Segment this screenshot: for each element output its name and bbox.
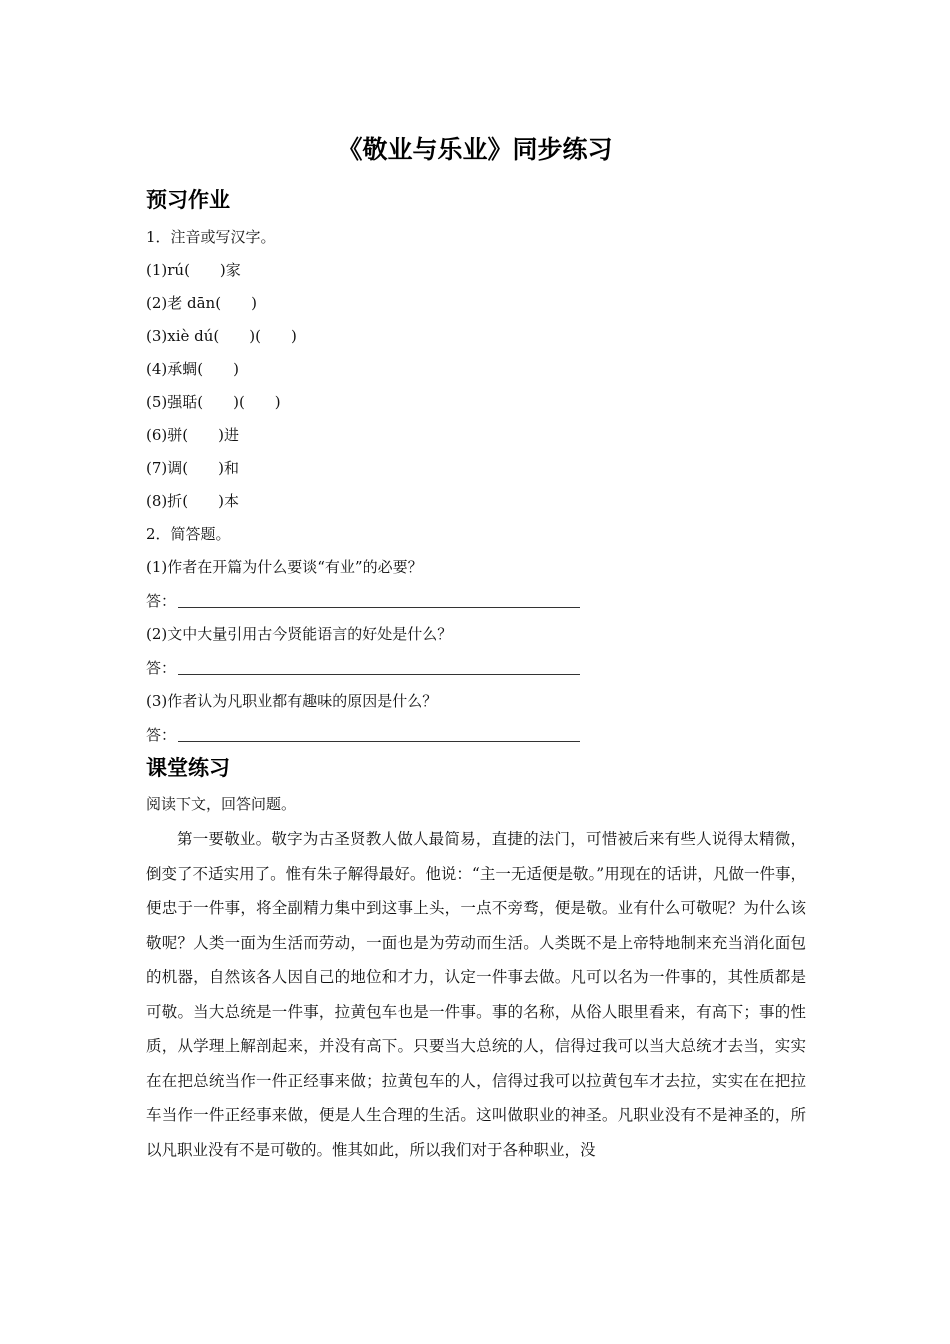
q2-question-2: (2)文中大量引用古今贤能语言的好处是什么？ bbox=[146, 625, 453, 643]
q1-item-4: (4)承蜩( ) bbox=[146, 360, 239, 378]
q2-answer-label-3: 答： bbox=[146, 726, 177, 744]
q2-answer-label-1: 答： bbox=[146, 592, 177, 610]
q2-answer-field-1[interactable] bbox=[178, 607, 580, 608]
question-1-intro: 1．注音或写汉字。 bbox=[146, 228, 276, 246]
q1-item-5: (5)强聒( )( ) bbox=[146, 393, 281, 411]
q1-item-2: (2)老 dān( ) bbox=[146, 294, 257, 312]
q2-question-3: (3)作者认为凡职业都有趣味的原因是什么？ bbox=[146, 692, 438, 710]
q1-item-8: (8)折( )本 bbox=[146, 492, 239, 510]
q1-item-6: (6)骈( )进 bbox=[146, 426, 239, 444]
q1-item-1: (1)rú( )家 bbox=[146, 261, 241, 279]
q1-item-7: (7)调( )和 bbox=[146, 459, 239, 477]
document-title: 《敬业与乐业》同步练习 bbox=[337, 135, 613, 164]
q2-question-1: (1)作者在开篇为什么要谈“有业”的必要？ bbox=[146, 558, 423, 576]
q2-answer-field-2[interactable] bbox=[178, 674, 580, 675]
q2-answer-field-3[interactable] bbox=[178, 741, 580, 742]
reading-instruction: 阅读下文，回答问题。 bbox=[146, 795, 297, 813]
q2-answer-label-2: 答： bbox=[146, 659, 177, 677]
section-heading-preview: 预习作业 bbox=[146, 188, 230, 212]
reading-passage: 第一要敬业。敬字为古圣贤教人做人最简易，直捷的法门，可惜被后来有些人说得太精微，倒变了不适实用了。惟有朱子解得最好。他说：“主一无适便是敬。”用现在的话讲，凡做一件事，便忠于一件事，将全副精力集中到这事上头，一点不旁骛，便是敬。业有什么可敬呢？为什么该敬呢？人类一面为生活而劳动，一面也是为劳动而生活。人类既不是上帝特地制来充当消化面包的机器，自然该各人因自己的地位和才力，认定一件事去做。凡可以名为一件事的，其性质都是可敬。当大总统是一件事，拉黄包车也是一件事。事的名称，从俗人眼里看来，有高下；事的性质，从学理上解剖起来，并没有高下。只要当大总统的人，信得过我可以当大总统才去当，实实在在把总统当作一件正经事来做；拉黄包车的人，信得过我可以拉黄包车才去拉，实实在在把拉车当作一件正经事来做，便是人生合理的生活。这叫做职业的神圣。凡职业没有不是神圣的，所以凡职业没有不是可敬的。惟其如此，所以我们对于各种职业，没 bbox=[146, 830, 806, 1159]
section-heading-class: 课堂练习 bbox=[146, 756, 230, 780]
q1-item-3: (3)xiè dú( )( ) bbox=[146, 327, 297, 345]
question-2-intro: 2．简答题。 bbox=[146, 525, 231, 543]
